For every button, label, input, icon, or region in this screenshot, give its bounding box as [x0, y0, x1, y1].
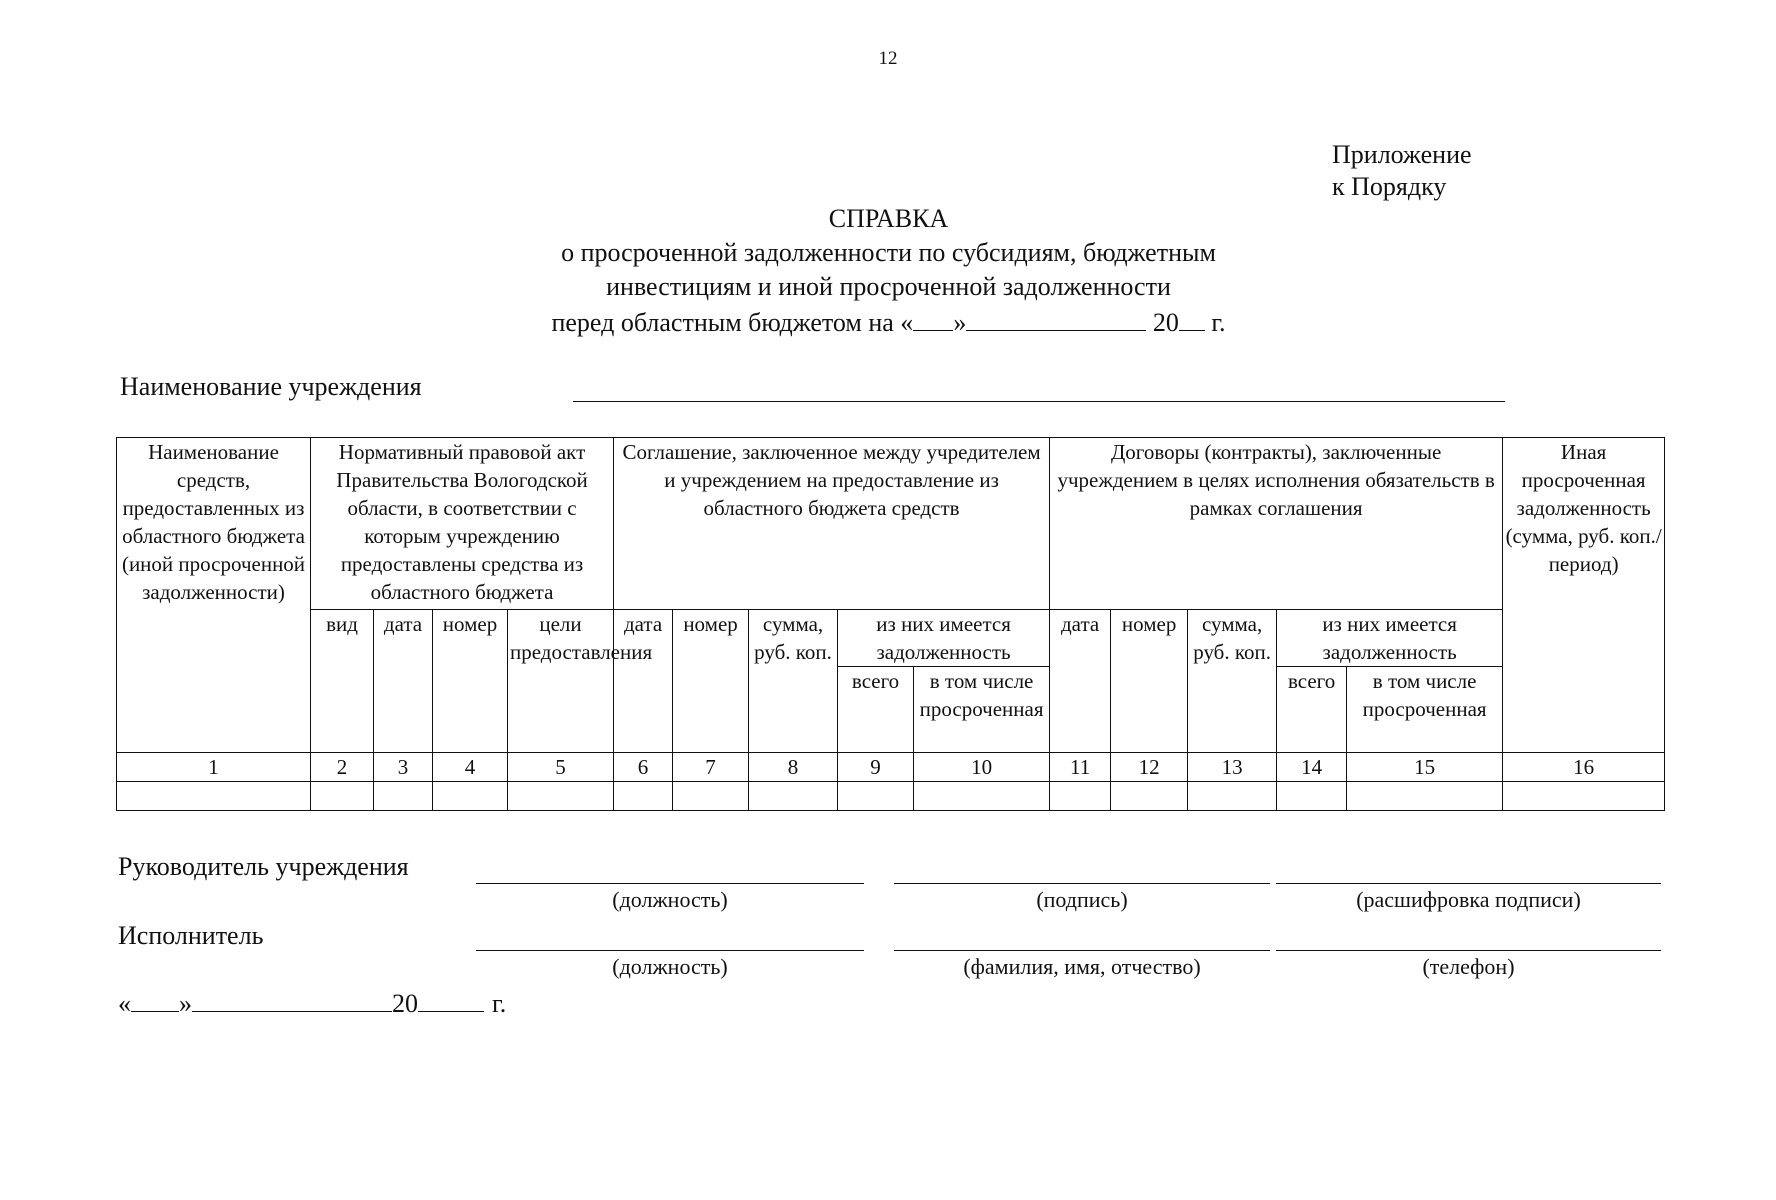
title-line-1: о просроченной задолженности по субсидиям, бюджетным: [561, 238, 1216, 267]
table-cell[interactable]: [673, 782, 749, 811]
header-agreement-overdue: в том числе просроченная: [914, 667, 1050, 753]
header-agreement-total: всего: [838, 667, 914, 753]
table-cell[interactable]: [614, 782, 673, 811]
appendix-line-1: Приложение: [1332, 140, 1472, 169]
header-agreement-sum: сумма, руб. коп.: [749, 610, 838, 753]
date-close-quote: »: [179, 989, 192, 1018]
header-contract-debt: из них имеется задолженность: [1277, 610, 1503, 667]
header-agreement-date: дата: [614, 610, 673, 753]
title-line-3-year: 20: [1146, 308, 1179, 337]
col-number: 10: [914, 753, 1050, 782]
table-cell[interactable]: [1188, 782, 1277, 811]
header-group-act: Нормативный правовой акт Правительства Вологодской области, в соответствии с которым учреждению предоставлены средства из областного бюджета: [311, 438, 614, 610]
table-cell[interactable]: [433, 782, 508, 811]
header-agreement-number: номер: [673, 610, 749, 753]
date-row: [118, 985, 506, 1019]
caption-position: (должность): [612, 887, 728, 912]
table-cell[interactable]: [1277, 782, 1347, 811]
title-line-3-prefix: перед областным бюджетом на «: [551, 308, 914, 337]
table-cell[interactable]: [508, 782, 614, 811]
institution-label: Наименование учреждения: [120, 372, 422, 401]
col-number: 12: [1111, 753, 1188, 782]
caption-signature: (подпись): [1036, 887, 1128, 912]
caption-decoding: (расшифровка подписи): [1356, 887, 1581, 912]
header-contract-overdue: в том числе просроченная: [1347, 667, 1503, 753]
col-number: 5: [508, 753, 614, 782]
month-blank[interactable]: [966, 304, 1146, 331]
header-contract-date: дата: [1050, 610, 1111, 753]
table-cell[interactable]: [749, 782, 838, 811]
date-year-prefix: 20: [392, 989, 418, 1018]
executor-position-field[interactable]: [476, 950, 864, 951]
col-number: 7: [673, 753, 749, 782]
head-signature-field[interactable]: [894, 883, 1270, 884]
title-block: [360, 202, 1417, 340]
table-cell[interactable]: [1111, 782, 1188, 811]
executor-fio-field[interactable]: [894, 950, 1270, 951]
header-contract-total: всего: [1277, 667, 1347, 753]
appendix-line-2: к Порядку: [1332, 172, 1447, 201]
date-suffix: г.: [492, 989, 507, 1018]
date-day-blank[interactable]: [131, 985, 179, 1012]
col-number: 8: [749, 753, 838, 782]
title-line-3: [360, 304, 1417, 340]
caption-fio: (фамилия, имя, отчество): [963, 954, 1201, 979]
head-decoding-field[interactable]: [1276, 883, 1661, 884]
title-line-3-mid: »: [953, 308, 967, 337]
header-agreement-debt: из них имеется задолженность: [838, 610, 1050, 667]
header-col-16: Иная просроченная задолженность (сумма, руб. коп./период): [1503, 438, 1665, 753]
col-number: 11: [1050, 753, 1111, 782]
document-heading: СПРАВКА: [828, 204, 949, 233]
date-open-quote: «: [118, 989, 131, 1018]
institution-name-field[interactable]: [573, 401, 1505, 402]
header-contract-sum: сумма, руб. коп.: [1188, 610, 1277, 753]
table-cell[interactable]: [311, 782, 374, 811]
col-number: 3: [374, 753, 433, 782]
date-month-blank[interactable]: [192, 985, 392, 1012]
col-number: 6: [614, 753, 673, 782]
col-number: 14: [1277, 753, 1347, 782]
title-line-2: инвестициям и иной просроченной задолженности: [606, 272, 1171, 301]
header-group-agreement: Соглашение, заключенное между учредителем и учреждением на предоставление из областного бюджета средств: [614, 438, 1050, 610]
table-row: [117, 782, 1665, 811]
caption-phone: (телефон): [1422, 954, 1515, 979]
header-purpose: цели предоставления: [508, 610, 614, 753]
table-cell[interactable]: [117, 782, 311, 811]
column-number-row: [117, 753, 1665, 782]
year-blank[interactable]: [1179, 304, 1205, 331]
header-vid: вид: [311, 610, 374, 753]
table-cell[interactable]: [374, 782, 433, 811]
header-contract-number: номер: [1111, 610, 1188, 753]
col-number: 9: [838, 753, 914, 782]
caption-position: (должность): [612, 954, 728, 979]
head-label: Руководитель учреждения: [118, 852, 409, 881]
header-act-date: дата: [374, 610, 433, 753]
table-cell[interactable]: [914, 782, 1050, 811]
date-year-blank[interactable]: [418, 985, 484, 1012]
col-number: 13: [1188, 753, 1277, 782]
executor-label: Исполнитель: [118, 921, 264, 950]
col-number: 15: [1347, 753, 1503, 782]
col-number: 1: [117, 753, 311, 782]
table-cell[interactable]: [1347, 782, 1503, 811]
table-cell[interactable]: [1050, 782, 1111, 811]
header-act-number: номер: [433, 610, 508, 753]
col-number: 4: [433, 753, 508, 782]
day-blank[interactable]: [913, 304, 953, 331]
col-number: 16: [1503, 753, 1665, 782]
page-number: 12: [878, 48, 898, 69]
table-cell[interactable]: [838, 782, 914, 811]
table-cell[interactable]: [1503, 782, 1665, 811]
header-col-1: Наименование средств, предоставленных из областного бюджета (иной просроченной задолженности): [117, 438, 311, 753]
executor-phone-field[interactable]: [1276, 950, 1661, 951]
col-number: 2: [311, 753, 374, 782]
appendix-note: [1332, 139, 1472, 203]
title-line-3-suffix: г.: [1204, 308, 1226, 337]
header-group-contracts: Договоры (контракты), заключенные учреждением в целях исполнения обязательств в рамках соглашения: [1050, 438, 1503, 610]
debt-table: [116, 437, 1665, 811]
head-position-field[interactable]: [476, 883, 864, 884]
